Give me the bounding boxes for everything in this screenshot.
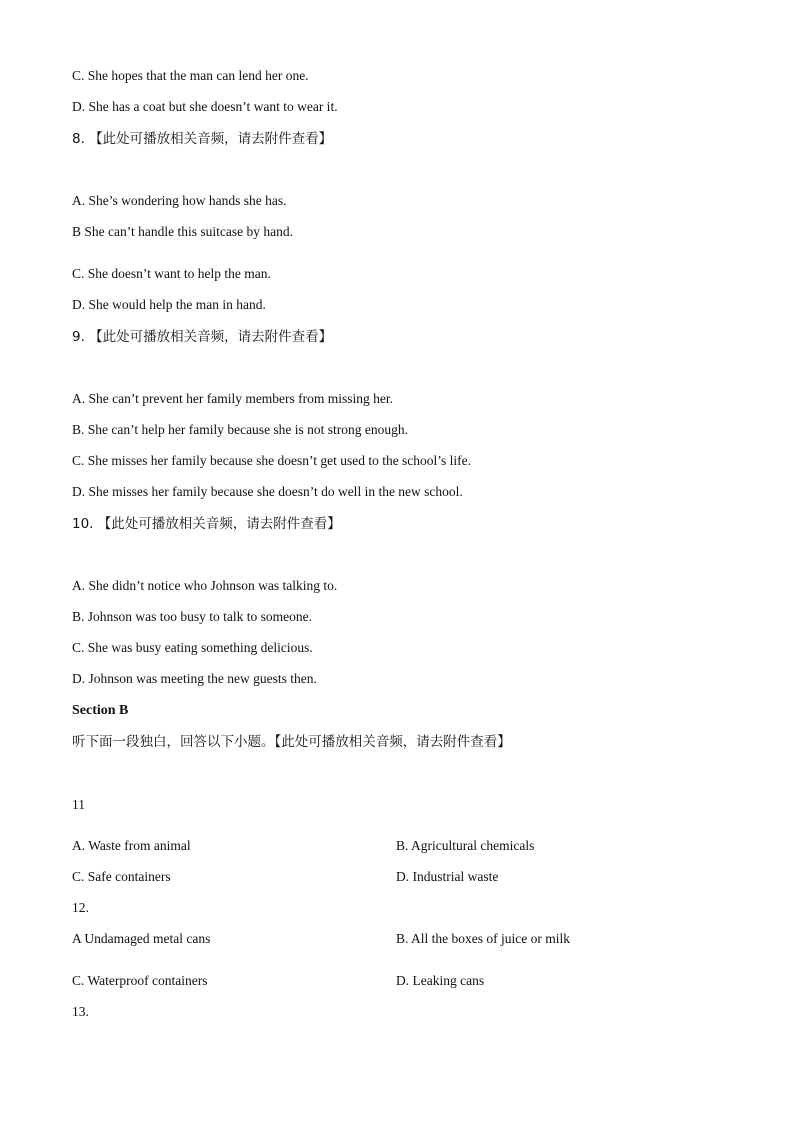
q8-option-b: B She can’t handle this suitcase by hand. xyxy=(72,224,293,239)
q9-option-a: A. She can’t prevent her family members from missing her. xyxy=(72,391,394,406)
q10-audio-prompt[interactable]: 10. 【此处可播放相关音频，请去附件查看】 xyxy=(72,516,341,532)
q11-option-c: C. Safe containers xyxy=(72,869,171,884)
q11-number: 11 xyxy=(72,797,85,812)
q12-option-a: A Undamaged metal cans xyxy=(72,931,211,946)
q7-option-c: C. She hopes that the man can lend her one. xyxy=(72,68,309,83)
q8-option-c: C. She doesn’t want to help the man. xyxy=(72,266,271,281)
q11-option-a: A. Waste from animal xyxy=(72,838,191,853)
q8-option-a: A. She’s wondering how hands she has. xyxy=(72,193,287,208)
q10-option-a: A. She didn’t notice who Johnson was talking to. xyxy=(72,578,338,593)
q11-option-b: B. Agricultural chemicals xyxy=(396,838,535,853)
q12-option-d: D. Leaking cans xyxy=(396,973,485,988)
section-b-heading: Section B xyxy=(72,703,129,718)
q8-audio-prompt[interactable]: 8. 【此处可播放相关音频，请去附件查看】 xyxy=(72,131,333,147)
q9-audio-prompt[interactable]: 9. 【此处可播放相关音频，请去附件查看】 xyxy=(72,329,333,345)
q12-number: 12. xyxy=(72,900,89,915)
q11-option-d: D. Industrial waste xyxy=(396,869,499,884)
q12-option-c: C. Waterproof containers xyxy=(72,973,208,988)
q8-option-d: D. She would help the man in hand. xyxy=(72,297,266,312)
q10-option-b: B. Johnson was too busy to talk to someone. xyxy=(72,609,312,624)
q10-option-d: D. Johnson was meeting the new guests then. xyxy=(72,671,317,686)
q12-option-b: B. All the boxes of juice or milk xyxy=(396,931,570,946)
section-b-instruction[interactable]: 听下面一段独白，回答以下小题。【此处可播放相关音频，请去附件查看】 xyxy=(72,734,511,750)
q9-option-d: D. She misses her family because she doesn’t do well in the new school. xyxy=(72,484,463,499)
q13-number: 13. xyxy=(72,1004,89,1019)
q7-option-d: D. She has a coat but she doesn’t want to wear it. xyxy=(72,99,338,114)
q9-option-b: B. She can’t help her family because she is not strong enough. xyxy=(72,422,409,437)
q9-option-c: C. She misses her family because she doesn’t get used to the school’s life. xyxy=(72,453,472,468)
q10-option-c: C. She was busy eating something delicious. xyxy=(72,640,313,655)
